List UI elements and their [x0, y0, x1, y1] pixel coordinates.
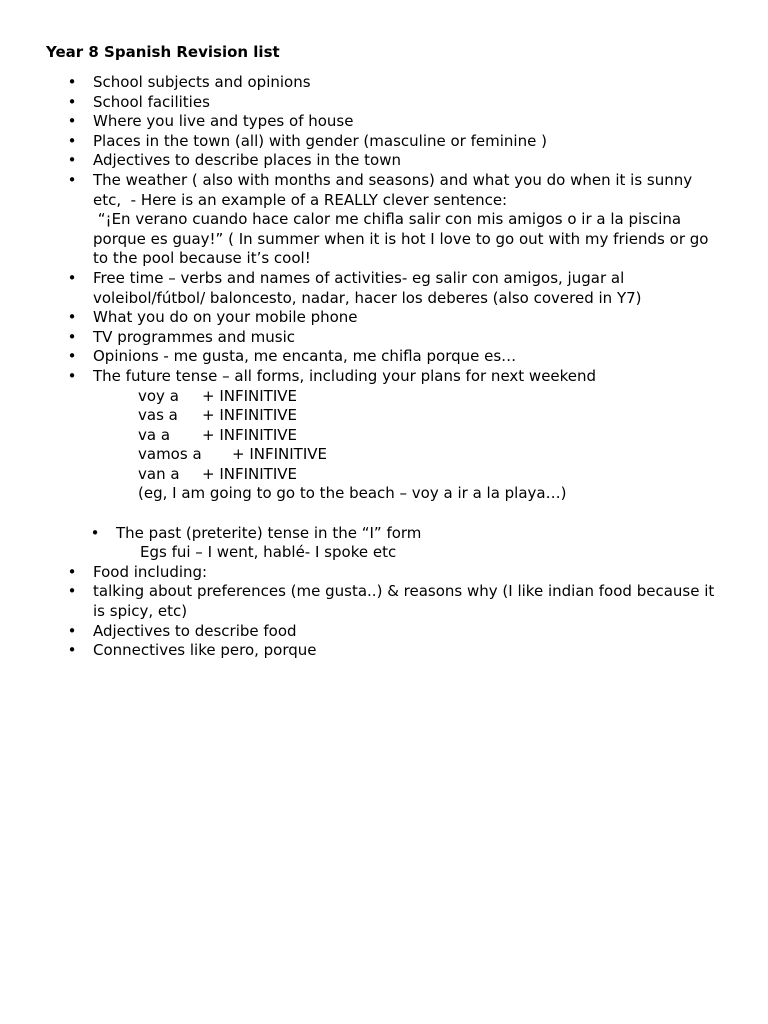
bullet-icon: • [67, 308, 77, 327]
blank-line [0, 504, 768, 524]
list-item-text: Free time – verbs and names of activities- eg salir con amigos, jugar al voleibol/fútbol/ baloncesto, nadar, hacer los deberes (also covered in Y7) [93, 268, 642, 307]
example-sentence-text: “¡En verano cuando hace calor me chifla salir con mis amigos o ir a la piscina porque es guay!” ( In summer when it is hot I love to go out with my friends or go to the pool because it’s cool! [93, 210, 714, 268]
list-item [0, 269, 768, 308]
list-item [0, 524, 768, 544]
bullet-icon: • [67, 170, 77, 189]
document-title: Year 8 Spanish Revision list [46, 43, 280, 61]
future-form-row [0, 387, 768, 407]
list-item [0, 641, 768, 661]
list-item-text: TV programmes and music [93, 327, 295, 346]
list-item-text: Connectives like pero, porque [93, 641, 317, 660]
list-item [0, 622, 768, 642]
list-item-text: School subjects and opinions [93, 73, 311, 91]
example-sentence [0, 210, 768, 269]
bullet-icon: • [67, 641, 77, 660]
list-item-text: talking about preferences (me gusta..) & reasons why (I like indian food because it is spicy, etc) [93, 582, 720, 621]
bullet-icon: • [90, 523, 100, 542]
future-form-subject: van a [138, 464, 180, 483]
bullet-icon: • [67, 562, 77, 581]
list-item [0, 308, 768, 328]
bullet-icon: • [67, 151, 77, 170]
list-item [0, 328, 768, 348]
future-form-infinitive: + INFINITIVE [202, 464, 298, 483]
list-item [0, 367, 768, 387]
list-item-text: Adjectives to describe places in the town [93, 151, 401, 170]
list-item-text: School facilities [93, 92, 210, 111]
bullet-icon: • [67, 268, 77, 287]
past-example-text: Egs fui – I went, hablé- I spoke etc [140, 543, 397, 562]
future-form-row [0, 406, 768, 426]
list-item-text: Places in the town (all) with gender (masculine or feminine ) [93, 131, 547, 150]
future-form-row [0, 445, 768, 465]
list-item [0, 132, 768, 152]
future-form-infinitive: + INFINITIVE [202, 386, 298, 405]
list-item [0, 582, 768, 621]
future-form-row [0, 465, 768, 485]
future-form-subject: vamos a [138, 445, 202, 464]
list-item [0, 93, 768, 113]
future-form-infinitive: + INFINITIVE [202, 425, 298, 444]
list-item-text: Opinions - me gusta, me encanta, me chifla porque es… [93, 347, 517, 366]
future-example [0, 484, 768, 504]
list-item-text: What you do on your mobile phone [93, 308, 358, 327]
future-example-text: (eg, I am going to go to the beach – voy a ir a la playa…) [138, 484, 567, 503]
future-form-row [0, 426, 768, 446]
future-form-infinitive: + INFINITIVE [202, 406, 298, 425]
list-item-text: Where you live and types of house [93, 112, 354, 131]
list-item [0, 151, 768, 171]
bullet-icon: • [67, 347, 77, 366]
future-form-infinitive: + INFINITIVE [232, 445, 328, 464]
bullet-icon: • [67, 92, 77, 111]
bullet-icon: • [67, 112, 77, 131]
bullet-icon: • [67, 621, 77, 640]
list-item [0, 563, 768, 583]
future-form-subject: va a [138, 425, 171, 444]
bullet-icon: • [67, 582, 77, 601]
future-form-subject: vas a [138, 406, 178, 425]
list-item-text: The future tense – all forms, including your plans for next weekend [93, 366, 597, 385]
list-item [0, 73, 768, 93]
future-form-subject: voy a [138, 386, 179, 405]
bullet-icon: • [67, 366, 77, 385]
list-item-text: The weather ( also with months and seasons) and what you do when it is sunny etc, - Here is an example of a REALLY clever sentence: [93, 170, 697, 209]
list-item-text: Adjectives to describe food [93, 621, 297, 640]
list-item [0, 347, 768, 367]
list-item-text: Food including: [93, 562, 208, 581]
bullet-icon: • [67, 73, 77, 91]
revision-list [0, 73, 768, 661]
list-item-text: The past (preterite) tense in the “I” form [116, 523, 422, 542]
list-item [0, 112, 768, 132]
bullet-icon: • [67, 327, 77, 346]
list-item [0, 171, 768, 210]
past-example [0, 543, 768, 563]
bullet-icon: • [67, 131, 77, 150]
